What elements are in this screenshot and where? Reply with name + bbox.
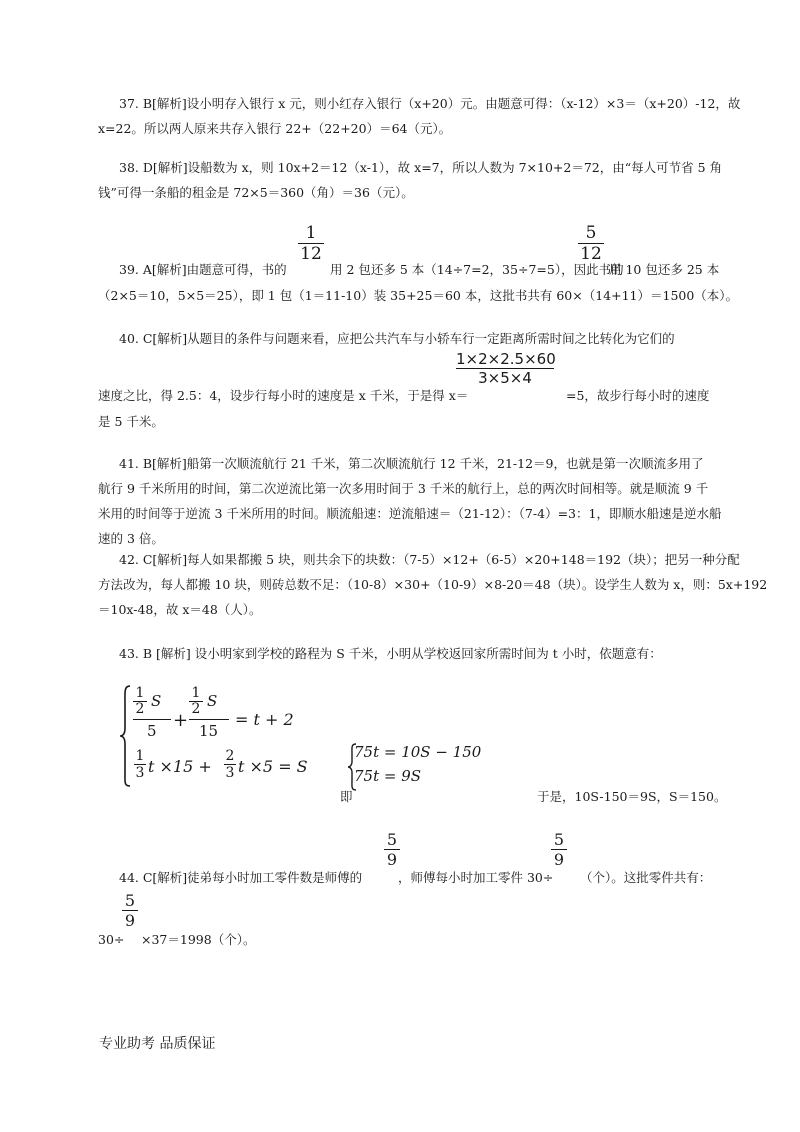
q40-line-1: 40. C[解析]从题目的条件与问题来看，应把公共汽车与小轿车行一定距离所需时间之比转化为它们的: [119, 331, 675, 346]
q39-fraction-1-12: [298, 223, 324, 264]
q43-ji: 即: [340, 789, 353, 804]
q44-fraction-3: [122, 891, 138, 930]
q44-fraction-2: [551, 830, 567, 869]
footer-slogan: 专业助考 品质保证: [99, 1036, 216, 1052]
q40-line-2a: 速度之比，得 2.5：4，设步行每小时的速度是 x 千米，于是得 x＝: [98, 388, 469, 403]
fraction-numerator: 5: [585, 223, 597, 243]
equation-middle-1: t ×15 +: [148, 757, 212, 776]
q40-fraction: [456, 350, 554, 387]
q44-fraction-1: [384, 830, 400, 869]
fraction-denominator: 12: [300, 244, 322, 264]
q41-line-3: 米用的时间等于逆流 3 千米所用的时间。顺流船速：逆流船速＝（21-12）：（7-4）=3：1，即顺水船速是逆水船: [98, 506, 722, 521]
variable-s: S: [151, 692, 162, 710]
fraction-one-third: [134, 748, 146, 781]
fraction-numerator: 5: [386, 830, 398, 849]
equation-middle-2: t ×5 = S: [238, 757, 308, 776]
q41-line-4: 速的 3 倍。: [98, 531, 164, 546]
q43-line-1: 43. B [解析] 设小明家到学校的路程为 S 千米，小明从学校返回家所需时间为 t 小时，依题意有：: [119, 646, 662, 661]
fraction-denominator: 15: [199, 722, 219, 740]
q41-line-1: 41. B[解析]船第一次顺流航行 21 千米，第二次顺流航行 12 千米，21-12＝9，也就是第一次顺流多用了: [119, 456, 704, 471]
fraction-denominator: 3: [225, 765, 235, 781]
q42-line-1: 42. C[解析]每人如果都搬 5 块，则共余下的块数：（7-5）×12+（6-5）×20+148＝192（块）；把另一种分配: [119, 552, 740, 567]
q40-line-2b: =5，故步行每小时的速度: [566, 388, 710, 403]
fraction-denominator: 9: [124, 911, 136, 930]
fraction-denominator: 2: [135, 701, 145, 717]
q39-line-1c: 用 10 包还多 25 本: [609, 262, 720, 277]
equation-rhs: = t + 2: [235, 710, 294, 729]
fraction-denominator: 3×5×4: [478, 369, 532, 387]
q42-line-3: ＝10x-48，故 x＝48（人）。: [98, 602, 262, 617]
q44-line-1b: ，师傅每小时加工零件 30÷: [398, 870, 554, 885]
q39-line-1a: 39. A[解析]由题意可得，书的: [119, 262, 287, 277]
fraction-numerator: 1: [135, 685, 145, 701]
q44-line-1c: （个）。这批零件共有：: [580, 870, 712, 885]
q43-system2-line-1: 75t = 10S − 150: [354, 743, 482, 761]
fraction-numerator: 1: [305, 223, 317, 243]
fraction-numerator: 1×2×2.5×60: [456, 350, 556, 368]
fraction-denominator: 9: [553, 850, 565, 869]
q44-line-2a: 30÷: [98, 932, 125, 947]
fraction-two-thirds: [224, 748, 236, 781]
fraction-numerator: 1: [135, 748, 145, 764]
fraction-numerator: 5: [553, 830, 565, 849]
fraction-bar: [189, 719, 229, 720]
q43-system2-line-2: 75t = 9S: [354, 767, 422, 785]
fraction-denominator: 2: [191, 701, 201, 717]
fraction-denominator: 5: [147, 722, 157, 740]
q38-line-1: 38. D[解析]设船数为 x，则 10x+2＝12（x-1），故 x=7，所以人数为 7×10+2＝72，由“每人可节省 5 角: [119, 160, 723, 175]
fraction-numerator: 5: [124, 891, 136, 910]
q44-line-1a: 44. C[解析]徒弟每小时加工零件数是师傅的: [119, 870, 363, 885]
q39-line-2: （2×5＝10，5×5＝25），即 1 包（1＝11-10）装 35+25＝60 本，这批书共有 60×（14+11）＝1500（本）。: [98, 288, 739, 303]
q39-line-1b: 用 2 包还多 5 本（14÷7=2，35÷7=5），因此书的: [330, 262, 624, 277]
q40-line-3: 是 5 千米。: [98, 414, 164, 429]
q37-line-2: x=22。所以两人原来共存入银行 22+（22+20）＝64（元）。: [98, 121, 452, 136]
fraction-numerator: 2: [225, 748, 235, 764]
q43-conclusion: 于是，10S-150＝9S，S＝150。: [537, 789, 727, 804]
q38-line-2: 钱”可得一条船的租金是 72×5＝360（角）＝36（元）。: [98, 185, 414, 200]
left-brace-icon: [118, 684, 132, 788]
plus-sign: +: [173, 710, 189, 731]
q44-line-2b: ×37＝1998（个）。: [141, 932, 256, 947]
fraction-numerator: 1: [191, 685, 201, 701]
q37-line-1: 37. B[解析]设小明存入银行 x 元，则小红存入银行（x+20）元。由题意可得：（x-12）×3＝（x+20）-12，故: [119, 96, 741, 111]
q41-line-2: 航行 9 千米所用的时间，第二次逆流比第一次多用时间于 3 千米的航行上，总的两次时间相等。就是顺流 9 千: [98, 481, 709, 496]
inner-fraction: [189, 686, 203, 717]
fraction-denominator: 12: [580, 244, 602, 264]
variable-s: S: [207, 692, 218, 710]
q42-line-2: 方法改为，每人都搬 10 块，则砖总数不足：（10-8）×30+（10-9）×8-20＝48（块）。设学生人数为 x，则：5x+192: [98, 577, 768, 592]
q39-fraction-5-12: [578, 223, 604, 264]
inner-fraction: [133, 686, 147, 717]
fraction-denominator: 9: [386, 850, 398, 869]
fraction-denominator: 3: [135, 765, 145, 781]
fraction-bar: [133, 719, 171, 720]
